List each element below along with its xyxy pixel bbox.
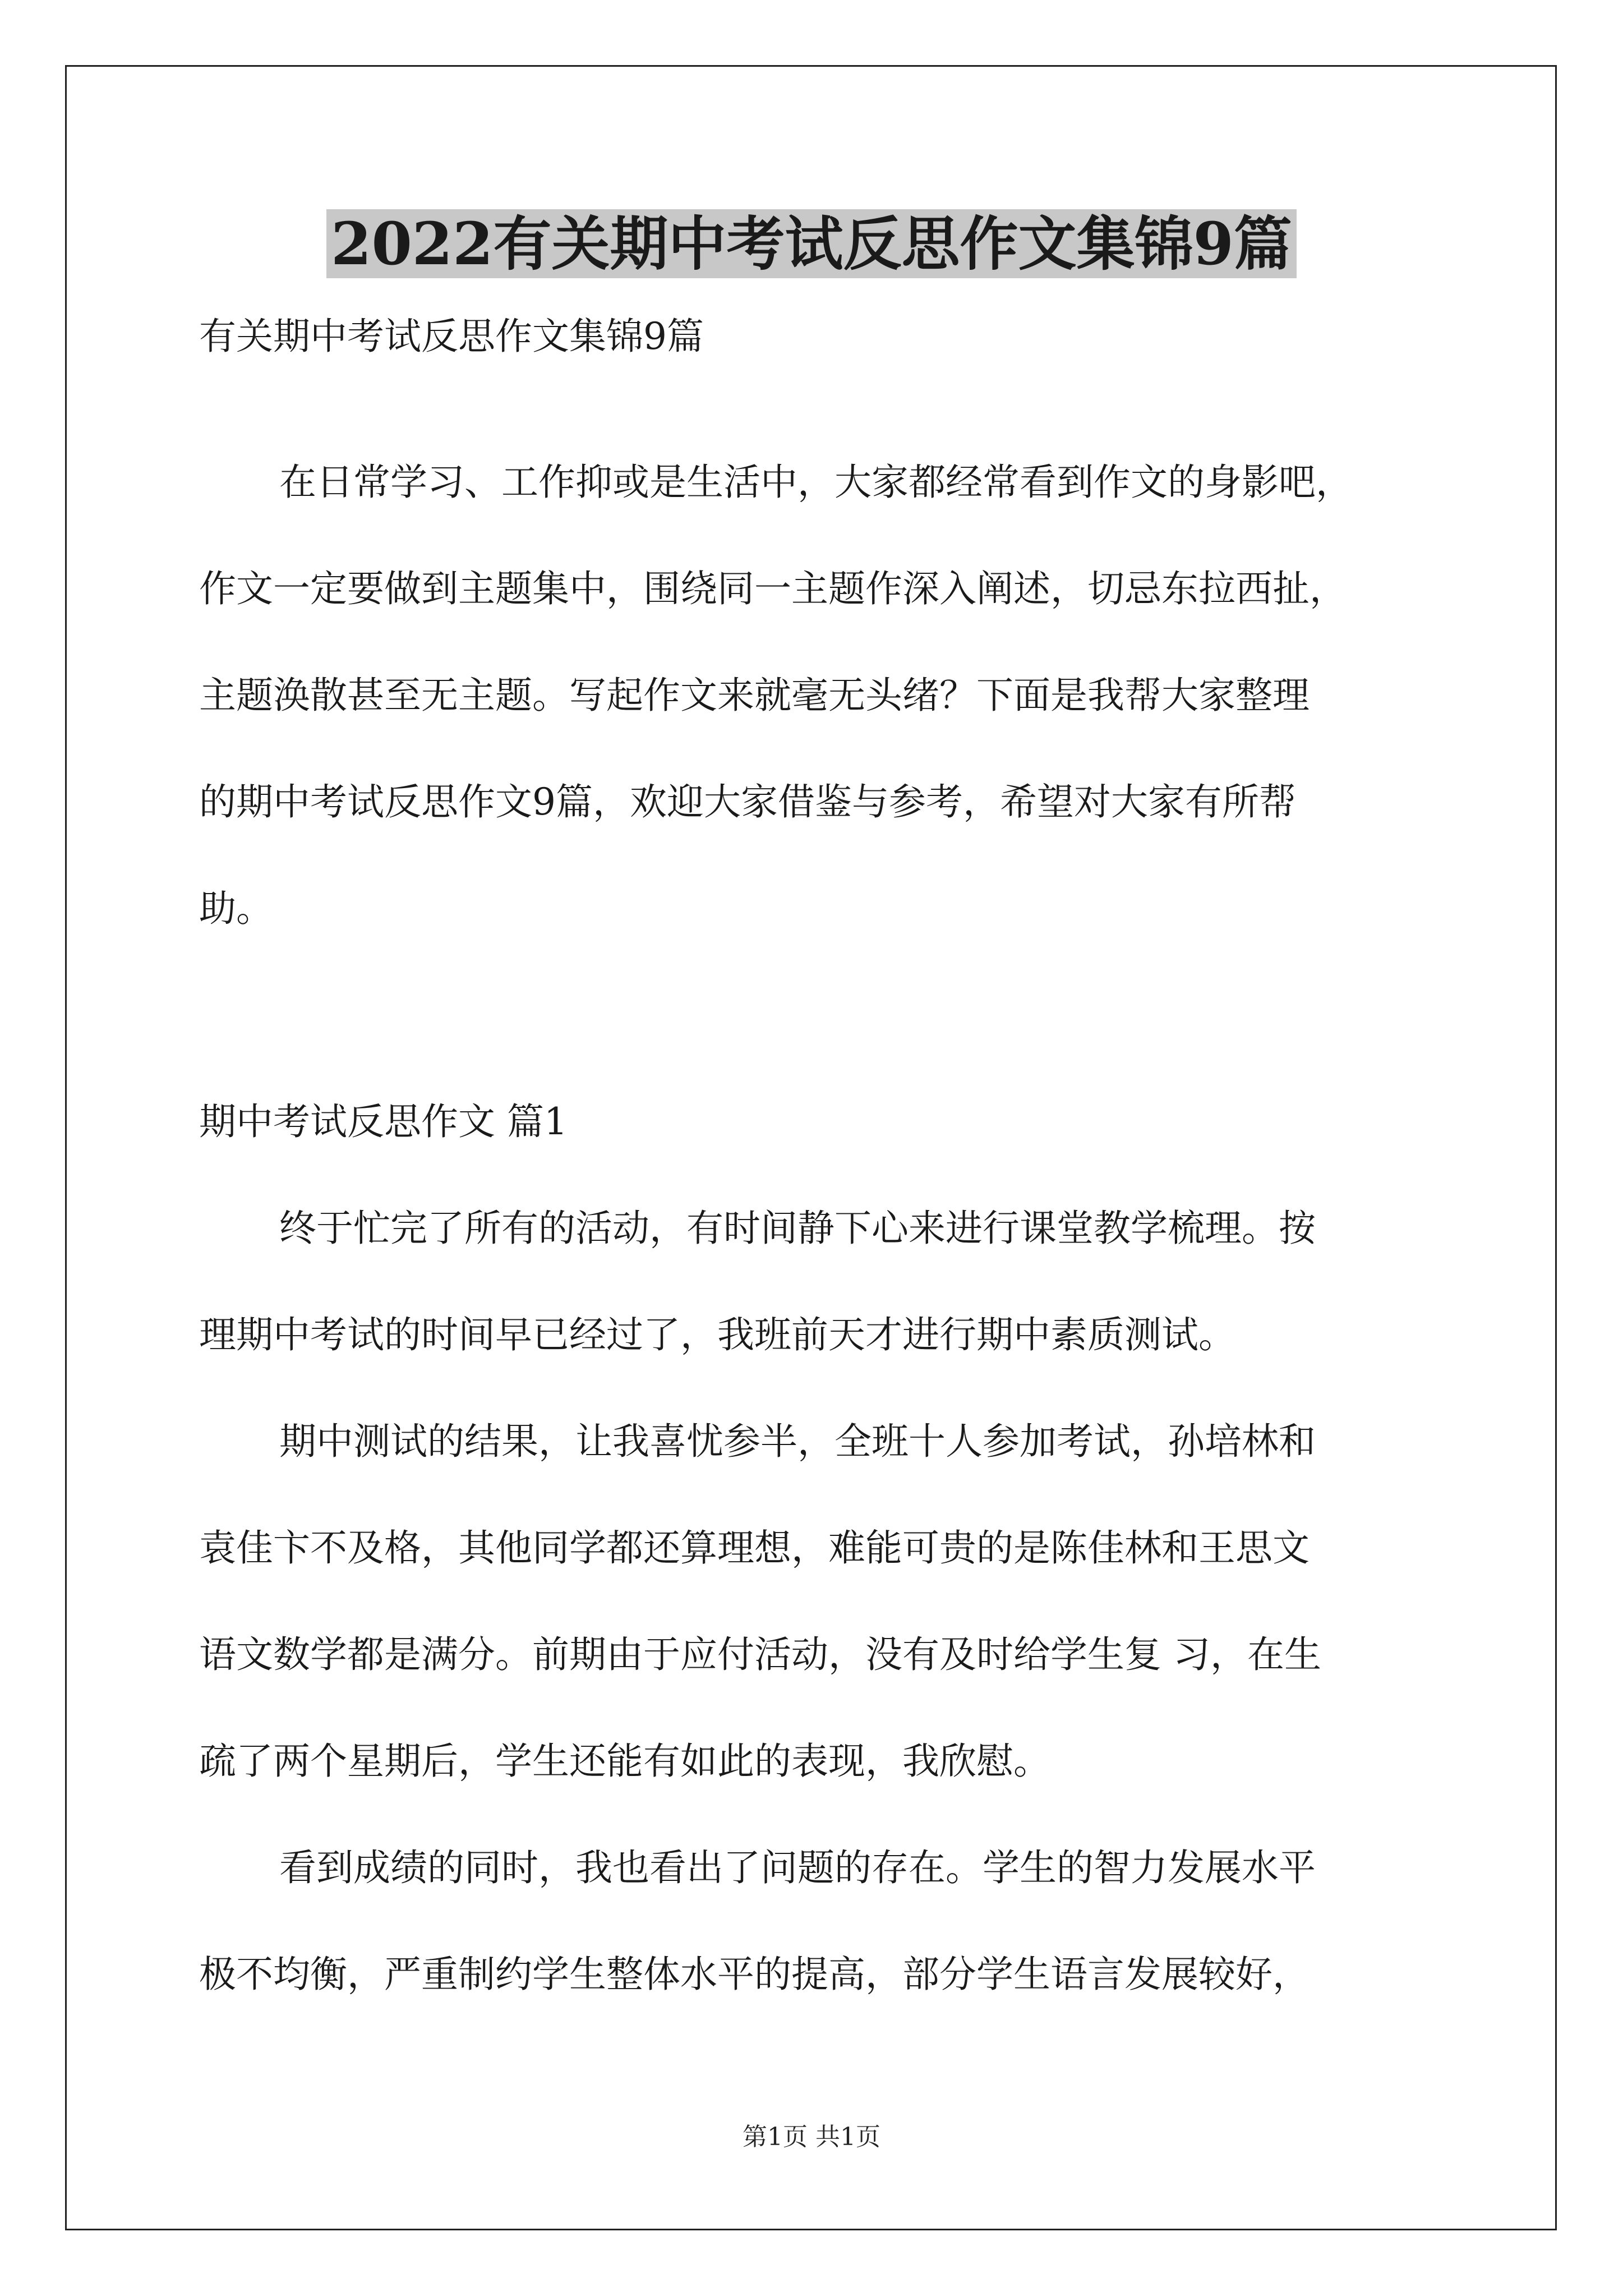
para1-line-1: 终于忙完了所有的活动，有时间静下心来进行课堂教学梳理。按 [279, 1207, 1316, 1250]
para2-line-1: 期中测试的结果，让我喜忧参半，全班十人参加考试，孙培林和 [279, 1420, 1316, 1463]
para1-line-2: 理期中考试的时间早已经过了，我班前天才进行期中素质测试。 [199, 1313, 1235, 1356]
document-title-text: 2022有关期中考试反思作文集锦9篇 [326, 209, 1297, 278]
page-border [65, 65, 1557, 2230]
intro-line-1: 在日常学习、工作抑或是生活中，大家都经常看到作文的身影吧， [279, 461, 1353, 504]
para2-line-2: 袁佳卞不及格，其他同学都还算理想，难能可贵的是陈佳林和王思文 [199, 1526, 1310, 1570]
intro-line-5: 助。 [199, 887, 273, 930]
intro-line-2: 作文一定要做到主题集中，围绕同一主题作深入阐述，切忌东拉西扯， [199, 567, 1347, 610]
para3-line-1: 看到成绩的同时，我也看出了问题的存在。学生的智力发展水平 [279, 1846, 1316, 1889]
intro-line-4: 的期中考试反思作文9篇，欢迎大家借鉴与参考，希望对大家有所帮 [199, 780, 1296, 823]
document-title [0, 202, 1623, 286]
para2-line-4: 疏了两个星期后，学生还能有如此的表现，我欣慰。 [199, 1740, 1050, 1783]
section-heading: 期中考试反思作文 篇1 [199, 1100, 568, 1143]
intro-line-3: 主题涣散甚至无主题。写起作文来就毫无头绪？下面是我帮大家整理 [199, 674, 1310, 717]
para3-line-2: 极不均衡，严重制约学生整体水平的提高，部分学生语言发展较好， [199, 1953, 1310, 1996]
page-footer: 第1页 共1页 [743, 2123, 880, 2151]
document-subtitle: 有关期中考试反思作文集锦9篇 [199, 315, 704, 358]
para2-line-3: 语文数学都是满分。前期由于应付活动，没有及时给学生复 习，在生 [199, 1633, 1321, 1676]
